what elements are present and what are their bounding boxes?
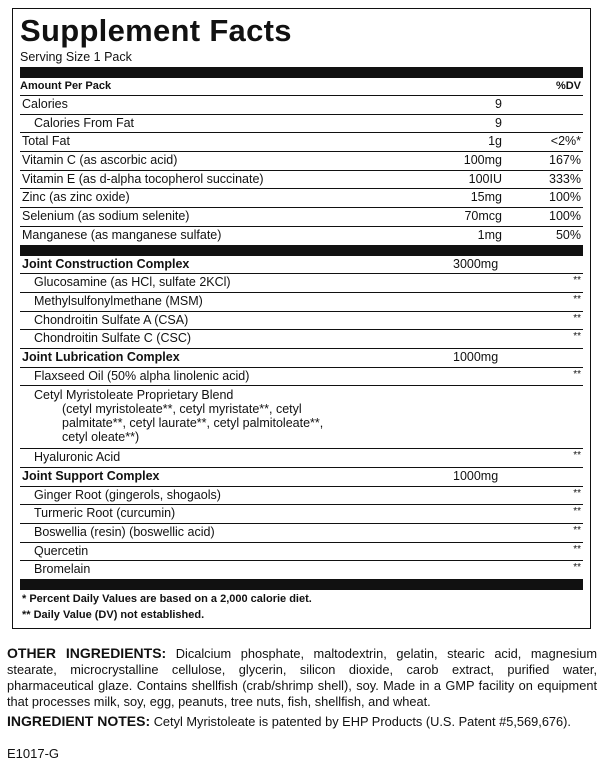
ingredient-dv: **	[573, 275, 581, 287]
ingredient-dv: **	[573, 293, 581, 305]
other-ingredients	[7, 645, 597, 710]
nutrient-row	[20, 152, 583, 171]
supplement-facts-panel	[12, 8, 591, 629]
nutrient-amount: 100IU	[468, 171, 502, 186]
ingredient-row	[20, 274, 583, 293]
ingredient-name: Boswellia (resin) (boswellic acid)	[34, 525, 215, 540]
dv-header: %DV	[555, 80, 581, 92]
complex-header-row	[20, 349, 583, 368]
panel-title: Supplement Facts	[20, 13, 292, 48]
thick-divider	[20, 67, 583, 78]
ingredient-name: Glucosamine (as HCl, sulfate 2KCl)	[34, 275, 231, 290]
complex-amount: 3000mg	[453, 256, 499, 271]
ingredient-name: Flaxseed Oil (50% alpha linolenic acid)	[34, 368, 250, 383]
blend-row	[20, 386, 583, 449]
ingredient-dv: **	[573, 525, 581, 537]
ingredient-notes-text: Cetyl Myristoleate is patented by EHP Products (U.S. Patent #5,569,676).	[153, 714, 571, 729]
blend-line: palmitate**, cetyl laurate**, cetyl palmitoleate**,	[62, 416, 324, 431]
nutrient-dv: 167%	[549, 153, 581, 168]
ingredient-notes-label: INGREDIENT NOTES:	[7, 713, 151, 729]
ingredient-name: Turmeric Root (curcumin)	[34, 506, 176, 521]
nutrient-row	[20, 189, 583, 208]
nutrient-name: Vitamin C (as ascorbic acid)	[22, 153, 178, 168]
nutrient-dv: <2%*	[550, 134, 581, 149]
ingredient-name: Chondroitin Sulfate C (CSC)	[34, 331, 192, 346]
nutrient-row	[20, 133, 583, 152]
other-ingredients-label: OTHER INGREDIENTS:	[7, 645, 167, 661]
complex-header-row	[20, 468, 583, 487]
ingredient-notes	[7, 713, 571, 729]
ingredient-row	[20, 312, 583, 331]
blend-line: (cetyl myristoleate**, cetyl myristate**, cetyl	[62, 402, 302, 417]
ingredient-dv: **	[573, 506, 581, 518]
ingredient-row	[20, 505, 583, 524]
nutrient-dv: 100%	[549, 190, 581, 205]
amount-per-pack-header: Amount Per Pack	[20, 80, 112, 92]
serving-size: Serving Size 1 Pack	[20, 50, 132, 64]
ingredient-row	[20, 561, 583, 579]
footnote-dv-not-established: ** Daily Value (DV) not established.	[22, 609, 205, 622]
blend-components	[34, 402, 382, 444]
ingredient-name: Methylsulfonylmethane (MSM)	[34, 293, 203, 308]
nutrient-row	[20, 96, 583, 115]
ingredient-dv: **	[573, 562, 581, 574]
ingredient-row	[20, 524, 583, 543]
nutrient-row	[20, 208, 583, 227]
complex-name: Joint Support Complex	[22, 469, 160, 483]
nutrient-amount: 100mg	[463, 153, 502, 168]
nutrient-name: Vitamin E (as d-alpha tocopherol succinate)	[22, 171, 264, 186]
nutrient-amount: 9	[495, 97, 502, 111]
nutrient-row	[20, 227, 583, 245]
complex-amount: 1000mg	[453, 469, 499, 483]
product-code: E1017-G	[7, 746, 60, 761]
complex-amount: 1000mg	[453, 349, 499, 364]
ingredient-dv: **	[573, 312, 581, 324]
nutrient-row	[20, 115, 583, 134]
nutrient-name: Manganese (as manganese sulfate)	[22, 227, 222, 242]
ingredient-name: Ginger Root (gingerols, shogaols)	[34, 487, 221, 502]
nutrient-amount: 70mcg	[464, 209, 502, 224]
ingredient-dv: **	[573, 450, 581, 462]
ingredient-dv: **	[573, 487, 581, 499]
ingredient-row	[20, 543, 583, 562]
nutrient-dv: 100%	[549, 209, 581, 224]
nutrient-row	[20, 171, 583, 190]
nutrient-name: Calories From Fat	[34, 115, 135, 130]
ingredient-dv: **	[573, 543, 581, 555]
ingredient-row	[20, 487, 583, 506]
nutrient-name: Selenium (as sodium selenite)	[22, 209, 190, 224]
ingredient-name: Chondroitin Sulfate A (CSA)	[34, 312, 189, 327]
nutrient-dv: 333%	[549, 171, 581, 186]
nutrient-dv: 50%	[555, 227, 581, 242]
ingredient-name: Quercetin	[34, 543, 89, 558]
nutrient-name: Total Fat	[22, 134, 70, 149]
nutrient-name: Zinc (as zinc oxide)	[22, 190, 130, 205]
complex-header-row	[20, 256, 583, 275]
thick-divider	[20, 245, 583, 256]
blend-line: cetyl oleate**)	[62, 430, 140, 445]
ingredient-dv: **	[573, 368, 581, 380]
complex-name: Joint Construction Complex	[22, 256, 190, 271]
ingredient-dv: **	[573, 331, 581, 343]
ingredient-row	[20, 293, 583, 312]
ingredient-name: Bromelain	[34, 562, 91, 577]
ingredient-row	[20, 368, 583, 387]
thick-divider	[20, 579, 583, 590]
footnote-percent-dv: * Percent Daily Values are based on a 2,000 calorie diet.	[22, 593, 312, 606]
table-header	[20, 78, 583, 96]
other-ingredients-text: Dicalcium phosphate, maltodextrin, gelatin, stearic acid, magnesium stearate, microcrystalline cellulose, glycerin, silicon dioxide, carob extract, purified water, pharmaceutical glaze. Contains shellfish (crab/shrimp shell), soy. Made in a GMP facility on equipment that processes milk, soy, egg, peanuts, tree nuts, fish, shellfish, and wheat.	[7, 646, 598, 709]
nutrient-amount: 15mg	[470, 190, 502, 205]
nutrient-name: Calories	[22, 97, 68, 111]
nutrient-amount: 1g	[488, 134, 502, 149]
nutrient-amount: 9	[495, 115, 502, 130]
blend-text	[34, 388, 382, 444]
ingredient-name: Hyaluronic Acid	[34, 450, 121, 465]
nutrient-amount: 1mg	[477, 227, 502, 242]
ingredient-row	[20, 330, 583, 349]
blend-title: Cetyl Myristoleate Proprietary Blend	[34, 388, 234, 403]
ingredient-row	[20, 449, 583, 468]
complex-name: Joint Lubrication Complex	[22, 349, 180, 364]
